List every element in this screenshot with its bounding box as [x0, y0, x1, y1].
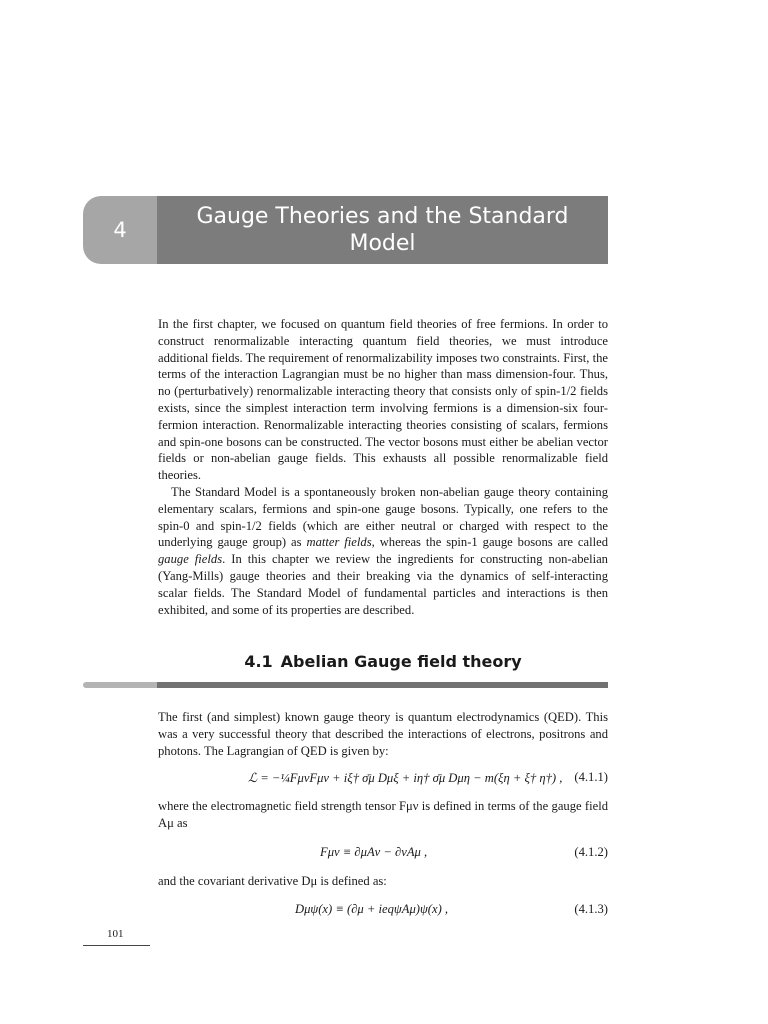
page-number: 101 — [107, 928, 124, 940]
section-title: Abelian Gauge field theory — [280, 652, 522, 671]
equation-4-1-2 — [158, 845, 608, 863]
equation-expression: ℒ = −¼FμνFμν + iξ† σ̄μ Dμξ + iη† σ̄μ Dμη − m(ξη + ξ† η†) , — [248, 771, 563, 785]
section-paragraph-3: and the covariant derivative Dμ is defined as: — [158, 874, 387, 888]
equation-expression: Dμψ(x) ≡ (∂μ + ieqψAμ)ψ(x) , — [295, 902, 449, 916]
term-gauge-fields: gauge fields — [158, 552, 223, 567]
intro-paragraph-1: In the first chapter, we focused on quantum field theories of free fermions. In order to construct renormalizable interacting quantum field theories, we must introduce additional fields. The requirement of renormalizability imposes two constraints. First, the terms of the interaction Lagrangian must be no higher than mass dimension-four. Thus, no (perturbatively) renormalizable interacting theory that consists only of spin-1/2 fields exists, since the simplest interaction term involving fermions is a dimension-six four-fermion interaction. Renormalizable interacting theories consisting of scalars, fermions and spin-one bosons can be constructed. The vector bosons must either be abelian vector fields or non-abelian gauge fields. This exhausts all possible renormalizable field theories. — [158, 317, 608, 483]
chapter-number: 4 — [113, 218, 127, 242]
section-number: 4.1 — [244, 652, 273, 671]
equation-number: (4.1.1) — [574, 770, 608, 784]
equation-4-1-3 — [158, 902, 608, 920]
section-paragraph-2: where the electromagnetic field strength tensor Fμν is defined in terms of the gauge field Aμ as — [158, 799, 608, 830]
equation-number: (4.1.3) — [574, 902, 608, 916]
footer-rule — [83, 945, 150, 946]
equation-expression: Fμν ≡ ∂μAν − ∂νAμ , — [320, 845, 428, 859]
equation-number: (4.1.2) — [574, 845, 608, 859]
intro-text — [158, 316, 608, 618]
intro-paragraph-2 — [158, 484, 608, 618]
chapter-title: Gauge Theories and the Standard Model — [196, 204, 569, 256]
equation-4-1-1 — [158, 770, 608, 788]
chapter-title-box — [157, 196, 608, 264]
intro-p2-part-c: . In this chapter we review the ingredients for constructing non-abelian (Yang-Mills) gauge theories and their breaking via the dynamics of self-interacting scalar fields. The Standard Model of fundamental particles and interactions is then exhibited, and some of its properties are described. — [158, 552, 608, 617]
section-rule-left — [83, 682, 163, 688]
section-rule — [157, 682, 608, 688]
section-heading — [158, 652, 608, 671]
intro-p2-part-a: The Standard Model is a spontaneously broken non-abelian gauge theory containing elementary scalars, fermions and spin-one gauge bosons. Typically, one refers to the spin-0 and spin-1/2 fields (which are either neutral or charged with respect to the underlying gauge group) as — [158, 484, 608, 550]
term-matter-fields: matter fields — [306, 535, 372, 550]
section-paragraph-1: The first (and simplest) known gauge theory is quantum electrodynamics (QED). This was a very successful theory that described the interactions of electrons, positrons and photons. The Lagrangian of QED is given by: — [158, 710, 608, 758]
intro-p2-part-b: , whereas the spin-1 gauge bosons are called — [371, 535, 608, 550]
